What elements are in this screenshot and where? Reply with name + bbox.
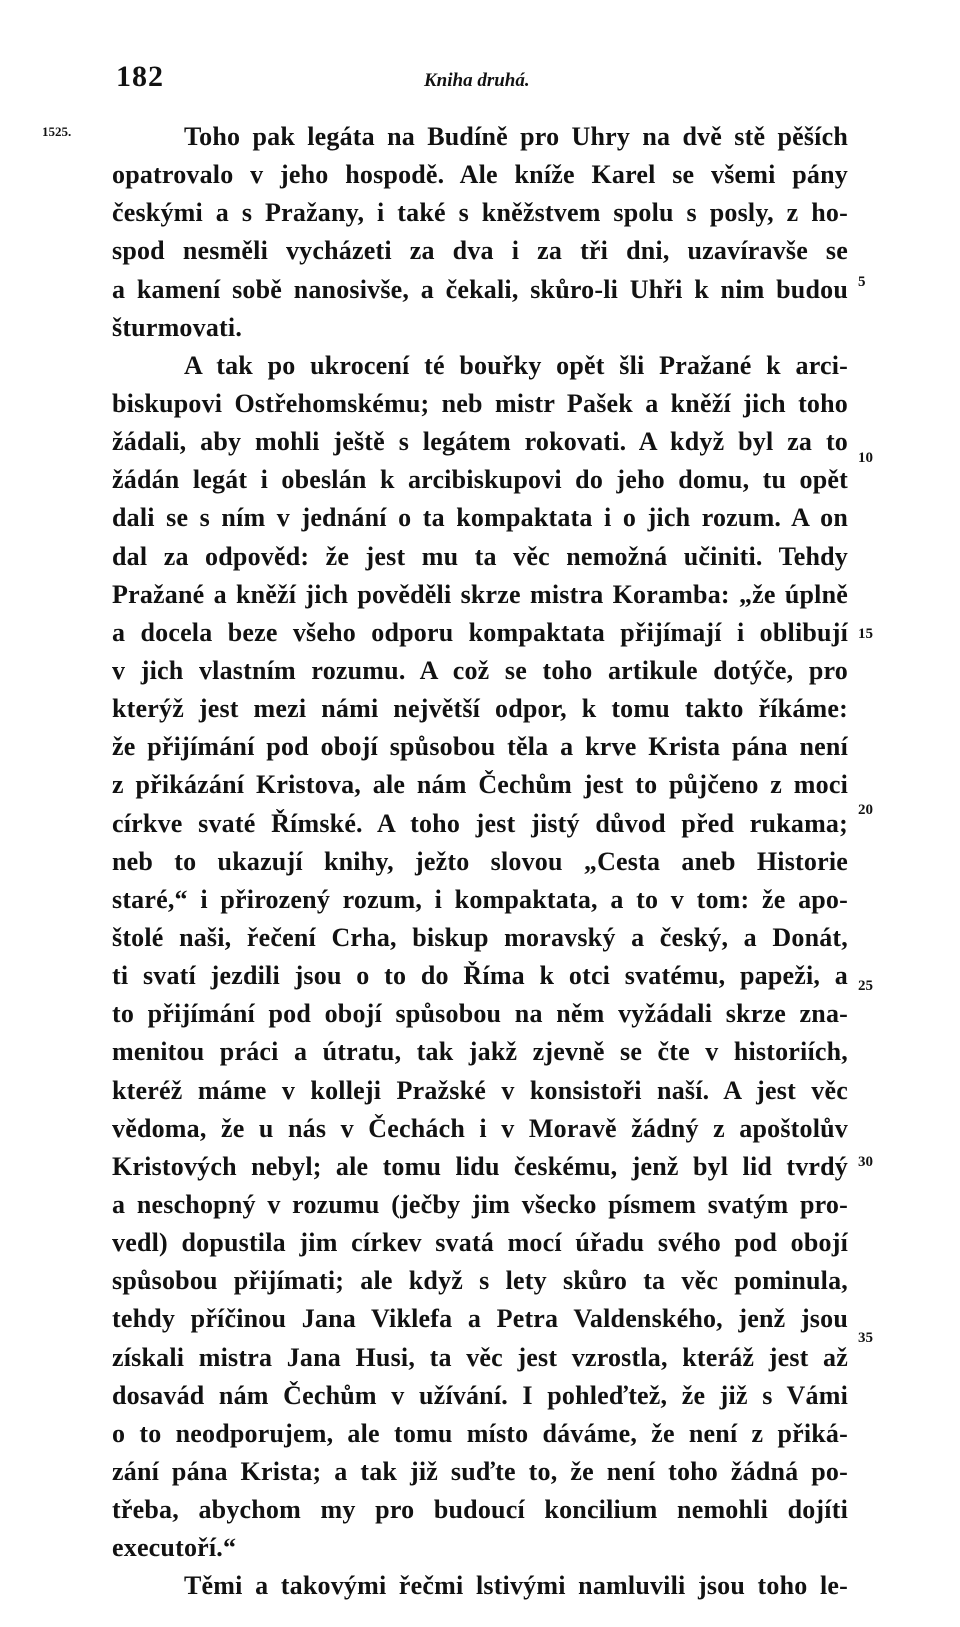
- text-line: kterýž jest mezi námi největší odpor, k tomu takto říkáme:: [112, 694, 848, 724]
- text-line: dali se s ním v jednání o ta kompaktata i o jich rozum. A on: [112, 503, 848, 533]
- text-line: staré,“ i přirozený rozum, i kompaktata, a to v tom: že apo-: [112, 884, 848, 914]
- line-number: 20: [858, 802, 873, 818]
- text-line: dosavád nám Čechům v užívání. I pohleďtež, že již s Vámi: [112, 1380, 848, 1410]
- line-number: 10: [858, 450, 873, 466]
- text-line: šturmovati.: [112, 312, 243, 342]
- text-line: žádali, aby mohli ještě s legátem rokovati. A když byl za to: [112, 427, 848, 457]
- text-line: zání pána Krista; a tak již suďte to, že není toho žádná po-: [112, 1456, 848, 1486]
- running-head: Kniha druhá.: [424, 70, 530, 91]
- text-line: z přikázání Kristova, ale nám Čechům jest to půjčeno z moci: [112, 770, 848, 800]
- text-line: biskupovi Ostřehomskému; neb mistr Pašek a kněží jich toho: [112, 388, 848, 418]
- text-line: spůsobou přijímati; ale když s lety skůro ta věc pominula,: [112, 1266, 848, 1296]
- text-line: českými a s Pražany, i také s kněžstvem spolu s posly, z ho-: [112, 198, 848, 228]
- text-line: vědoma, že u nás v Čechách i v Moravě žádný z apoštolův: [112, 1113, 848, 1143]
- text-line: a docela beze všeho odporu kompaktata přijímají i oblibují: [112, 617, 848, 647]
- text-line: třeba, abychom my pro budoucí koncilium nemohli dojíti: [112, 1495, 848, 1525]
- text-line: Pražané a kněží jich pověděli skrze mistra Koramba: „že úplně: [112, 579, 848, 609]
- text-line: že přijímání pod obojí spůsobou těla a krve Krista pána není: [112, 732, 848, 762]
- line-number: 35: [858, 1330, 873, 1346]
- margin-year: 1525.: [42, 124, 72, 139]
- text-line: žádán legát i obeslán k arcibiskupovi do jeho domu, tu opět: [112, 465, 848, 495]
- text-line: Těmi a takovými řečmi lstivými namluvili jsou toho le-: [184, 1571, 848, 1601]
- text-line: neb to ukazují knihy, ježto slovou „Cesta aneb Historie: [112, 846, 848, 876]
- text-line: executoří.“: [112, 1533, 237, 1563]
- line-number: 30: [858, 1154, 873, 1170]
- line-number: 25: [858, 978, 873, 994]
- text-line: Toho pak legáta na Budíně pro Uhry na dvě stě pěších: [184, 122, 848, 151]
- text-line: ti svatí jezdili jsou o to do Říma k otci svatému, papeži, a: [112, 961, 848, 991]
- text-line: a kamení sobě nanosivše, a čekali, skůro-li Uhři k nim budou: [112, 274, 848, 304]
- text-line: menitou práci a útratu, tak jakž zjevně se čte v historiích,: [112, 1037, 848, 1067]
- text-line: o to neodporujem, ale tomu místo dáváme, že není z přiká-: [112, 1418, 848, 1448]
- text-line: spod nesměli vycházeti za dva i za tři dni, uzavíravše se: [112, 236, 848, 266]
- line-number: 5: [858, 274, 866, 290]
- text-line: v jich vlastním rozumu. A což se toho artikule dotýče, pro: [112, 655, 848, 685]
- page-number: 182: [116, 60, 164, 93]
- text-line: kteréž máme v kolleji Pražské v konsistoři naší. A jest věc: [112, 1075, 848, 1105]
- text-line: štolé naši, řečení Crha, biskup moravský a český, a Donát,: [112, 922, 848, 952]
- body-text: [112, 118, 848, 1605]
- page-header: [0, 60, 960, 100]
- text-line: dal za odpověd: že jest mu ta věc nemožná učiniti. Tehdy: [112, 541, 848, 571]
- text-line: to přijímání pod obojí spůsobou na něm vyžádali skrze zna-: [112, 999, 848, 1029]
- text-line: A tak po ukrocení té bouřky opět šli Pražané k arci-: [184, 350, 848, 380]
- text-line: a neschopný v rozumu (ječby jim všecko písmem svatým pro-: [112, 1189, 848, 1219]
- text-line: církve svaté Římské. A toho jest jistý důvod před rukama;: [112, 808, 848, 838]
- text-line: vedl) dopustila jim církev svatá mocí úřadu svého pod obojí: [112, 1228, 848, 1258]
- text-line: získali mistra Jana Husi, ta věc jest vzrostla, kteráž jest až: [112, 1342, 848, 1372]
- text-line: opatrovalo v jeho hospodě. Ale kníže Karel se všemi pány: [112, 160, 848, 190]
- line-number: 15: [858, 626, 873, 642]
- text-line: Kristových nebyl; ale tomu lidu českému, jenž byl lid tvrdý: [112, 1151, 848, 1181]
- text-line: tehdy příčinou Jana Viklefa a Petra Valdenského, jenž jsou: [112, 1304, 848, 1334]
